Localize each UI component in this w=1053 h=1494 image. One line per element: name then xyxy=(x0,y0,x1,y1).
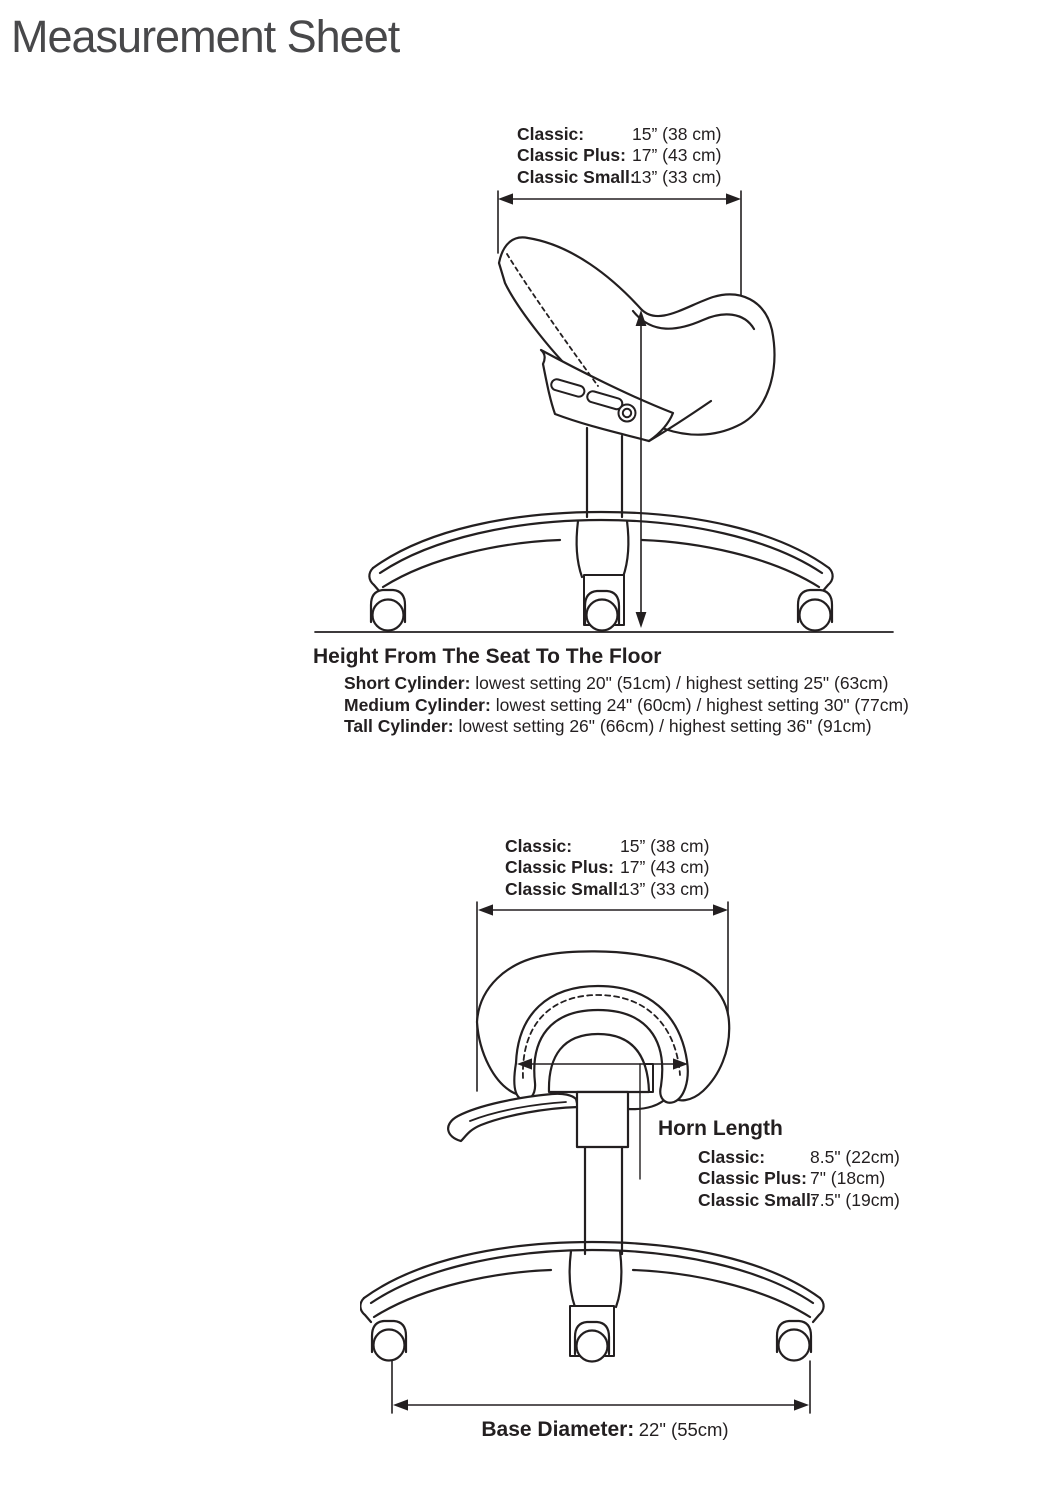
spec-value: 13” (33 cm) xyxy=(620,878,710,899)
arrowhead-right-icon xyxy=(726,193,741,204)
spec-row xyxy=(505,857,709,878)
base-arm-tip xyxy=(360,1298,371,1322)
base-arm-top-inner xyxy=(380,520,822,573)
base-arm-tip xyxy=(813,1298,824,1322)
caster-wheel xyxy=(779,1330,810,1361)
cylinder-label: Short Cylinder: xyxy=(344,673,471,693)
spec-label: Classic Small: xyxy=(698,1189,817,1210)
cylinder-row xyxy=(344,716,909,738)
stool-base xyxy=(369,512,832,631)
arrowhead-right-icon xyxy=(713,904,728,915)
spec-value: 7.5" (19cm) xyxy=(810,1189,900,1210)
caster-wheel xyxy=(577,1331,608,1362)
spec-value: 13” (33 cm) xyxy=(632,166,722,187)
spec-row xyxy=(505,836,709,857)
adjustment-lever xyxy=(448,1094,578,1141)
center-leg xyxy=(570,1251,575,1307)
caster-wheel xyxy=(373,600,404,631)
gas-cylinder xyxy=(577,1092,628,1147)
page-title: Measurement Sheet xyxy=(11,11,400,62)
arrowhead-right-icon xyxy=(794,1399,809,1410)
cylinder-row xyxy=(344,695,909,717)
cylinder-value: lowest setting 20" (51cm) / highest setting 25" (63cm) xyxy=(475,673,889,693)
seat-width-table-top xyxy=(517,124,721,188)
spec-row xyxy=(517,145,721,166)
spec-label: Classic Plus: xyxy=(698,1168,807,1189)
horn-length-table xyxy=(698,1147,900,1211)
stool-base xyxy=(360,1242,823,1362)
base-arm-top-inner xyxy=(371,1250,813,1303)
base-diameter-caption xyxy=(390,1418,820,1442)
base-diameter-dimension xyxy=(392,1361,810,1413)
adjustment-knob xyxy=(619,405,636,422)
spec-row xyxy=(698,1190,900,1211)
spec-label: Classic: xyxy=(698,1147,766,1167)
spec-label: Classic Plus: xyxy=(517,145,626,166)
spec-label: Classic: xyxy=(505,836,573,856)
spec-label: Classic: xyxy=(517,124,585,144)
spec-label: Classic Plus: xyxy=(505,857,614,878)
spec-label: Classic Small: xyxy=(517,166,636,187)
spec-row xyxy=(517,124,721,145)
height-section-heading: Height From The Seat To The Floor xyxy=(313,645,662,668)
center-leg xyxy=(616,1251,621,1307)
caster-wheel xyxy=(374,1330,405,1361)
arrowhead-left-icon xyxy=(393,1399,408,1410)
spec-value: 17” (43 cm) xyxy=(632,145,722,166)
base-diameter-label: Base Diameter: xyxy=(481,1418,635,1441)
side-view-diagram xyxy=(280,185,910,645)
spec-value: 15” (38 cm) xyxy=(632,124,722,144)
cylinder-row xyxy=(344,673,909,695)
spec-value: 8.5" (22cm) xyxy=(810,1147,900,1167)
spec-value: 15” (38 cm) xyxy=(620,836,710,856)
center-leg xyxy=(577,521,582,577)
caster-wheel xyxy=(587,600,618,631)
spec-row xyxy=(698,1168,900,1189)
cylinder-label: Medium Cylinder: xyxy=(344,694,491,715)
seat-width-table-bottom xyxy=(505,836,709,900)
base-diameter-value: 22" (55cm) xyxy=(638,1419,729,1440)
arrowhead-left-icon xyxy=(498,193,513,204)
spec-value: 7" (18cm) xyxy=(810,1168,886,1189)
cylinder-value: lowest setting 26" (66cm) / highest setting 36" (91cm) xyxy=(458,716,872,736)
spec-row xyxy=(698,1147,900,1168)
base-arm-tip xyxy=(822,568,833,592)
horn-section-heading: Horn Length xyxy=(658,1117,783,1140)
center-leg xyxy=(623,521,628,577)
cylinder-label: Tall Cylinder: xyxy=(344,716,454,736)
height-section-rows xyxy=(344,673,909,738)
arrowhead-down-icon xyxy=(636,612,647,628)
cylinder-value: lowest setting 24" (60cm) / highest setting 30" (77cm) xyxy=(495,694,909,715)
spec-label: Classic Small: xyxy=(505,878,624,899)
spec-value: 17” (43 cm) xyxy=(620,857,710,878)
saddle-stool-side xyxy=(315,237,893,632)
base-arm-tip xyxy=(369,568,380,592)
caster-wheel xyxy=(800,600,831,631)
arrowhead-left-icon xyxy=(478,904,493,915)
